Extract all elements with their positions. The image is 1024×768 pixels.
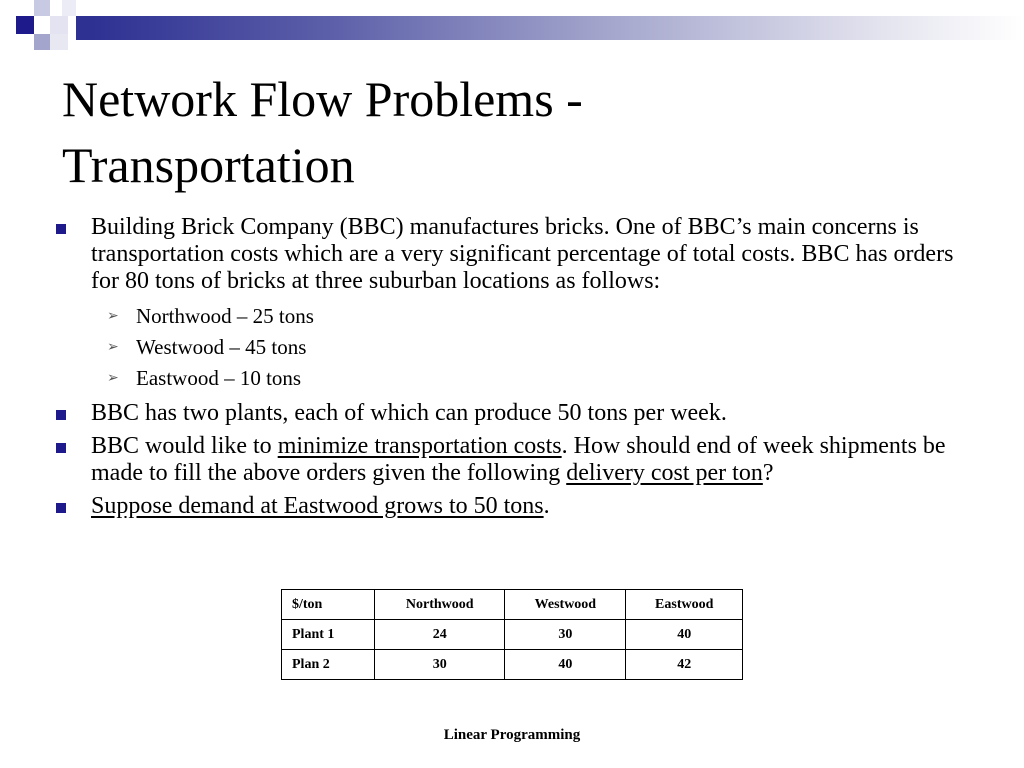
delivery-cost-table [281,589,743,680]
table-cell: 24 [375,620,505,650]
table-row [282,620,743,650]
square-bullet-icon [56,443,66,453]
square-bullet-icon [56,224,66,234]
sub-bullet-text: Westwood – 45 tons [136,335,307,359]
deco-square-icon [62,0,76,16]
bullet-item [50,400,980,427]
table-row [282,650,743,680]
slide-footer: Linear Programming [443,727,581,743]
table-row-header: Plan 2 [282,650,375,680]
deco-square-icon [16,16,34,34]
bullet-text-part: . [543,493,550,519]
sub-bullet-item [50,363,980,394]
header-decoration [0,0,1024,60]
underlined-phrase: Suppose demand at Eastwood grows to 50 tons [91,493,544,519]
deco-square-icon [76,16,92,40]
bullet-text-part: ? [762,460,774,486]
square-bullet-icon [56,410,66,420]
header-gradient-bar [92,16,1024,40]
table-cell: 40 [505,650,626,680]
underlined-phrase: delivery cost per ton [566,460,763,486]
arrowhead-bullet-icon: ➢ [107,370,119,386]
bullet-text-part: BBC would like to [91,433,278,459]
bullet-text: Building Brick Company (BBC) manufactures bricks. One of BBC’s main concerns is transportation costs which are a very significant percentage of total costs. BBC has orders for 80 tons of bricks at three suburban locations as follows: [91,214,954,294]
sub-bullet-text: Northwood – 25 tons [136,304,314,328]
deco-square-icon [34,0,50,16]
table-cell: 30 [505,620,626,650]
table-cell: 30 [375,650,505,680]
deco-square-icon [50,34,68,50]
slide-body [50,214,980,526]
slide-title [62,66,962,198]
sub-bullet-list [50,301,980,394]
table-header-cell: $/ton [282,590,375,620]
sub-bullet-item [50,332,980,363]
sub-bullet-text: Eastwood – 10 tons [136,366,302,390]
bullet-item [50,433,980,487]
table-cell: 40 [626,620,743,650]
bullet-item [50,214,980,295]
arrowhead-bullet-icon: ➢ [107,308,119,324]
arrowhead-bullet-icon: ➢ [107,339,119,355]
deco-square-icon [50,16,68,34]
deco-square-icon [34,34,50,50]
table-header-cell: Westwood [505,590,626,620]
table-cell: 42 [626,650,743,680]
table-header-cell: Northwood [375,590,505,620]
title-line-1: Network Flow Problems - [62,71,583,127]
table-header-row [282,590,743,620]
square-bullet-icon [56,503,66,513]
bullet-text: BBC has two plants, each of which can produce 50 tons per week. [91,400,727,426]
table-row-header: Plant 1 [282,620,375,650]
bullet-item [50,493,980,520]
title-line-2: Transportation [62,137,355,193]
sub-bullet-item [50,301,980,332]
bullet-text-part: . How should end of week shipments be made to fill the above orders given the following [91,433,946,486]
table-header-cell: Eastwood [626,590,743,620]
underlined-phrase: minimize transportation costs [277,433,562,459]
